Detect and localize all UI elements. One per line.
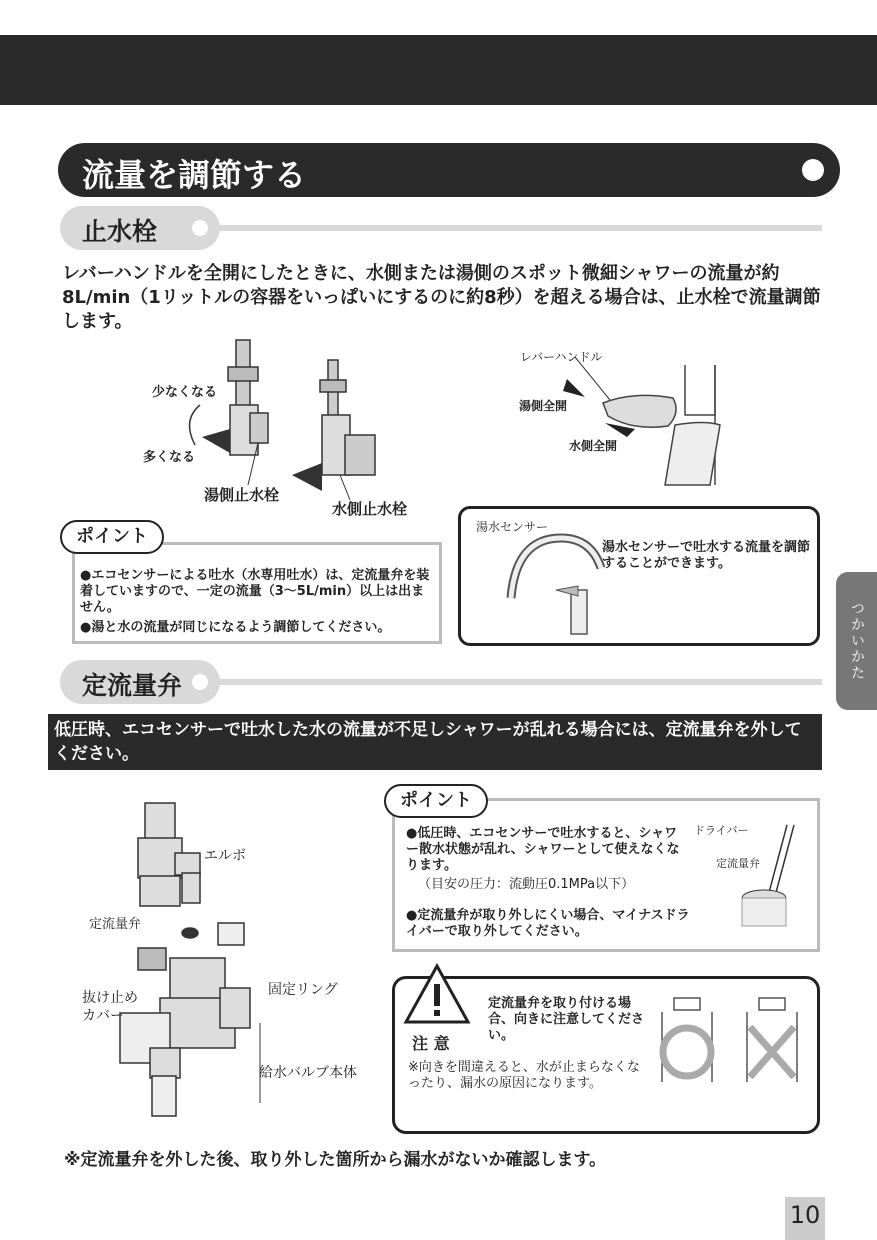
point-tag-2: ポイント xyxy=(384,784,488,818)
low-pressure-band: 低圧時、エコセンサーで吐水した水の流量が不足しシャワーが乱れる場合には、定流量弁を外してください。 xyxy=(48,714,822,770)
body-label: 給水バルブ本体 xyxy=(259,1065,357,1081)
valve2-label: 定流量弁 xyxy=(716,857,760,870)
ring-label: 固定リング xyxy=(268,982,338,998)
lever-label: レバーハンドル xyxy=(520,350,603,364)
point-2-line1: ●低圧時、エコセンサーで吐水すると、シャワー散水状態が乱れ、シャワーとして使えなくなります。 xyxy=(406,826,680,873)
hot-full-label: 湯側全開 xyxy=(519,399,568,413)
page-title: 流量を調節する xyxy=(82,156,307,194)
intro-paragraph: レバーハンドルを全開にしたときに、水側または湯側のスポット微細シャワーの流量が約8L/min（1リットルの容器をいっぱいにするのに約8秒）を超える場合は、止水栓で流量調節します。 xyxy=(62,263,821,332)
cover-label-line2: カバー xyxy=(82,1008,124,1024)
caution-text: 定流量弁を取り付ける場合、向きに注意してください。 xyxy=(488,996,645,1043)
section-title: 止水栓 xyxy=(82,217,158,246)
warning-triangle-icon xyxy=(402,962,472,1026)
title-dot-icon xyxy=(802,159,824,181)
cold-valve-label: 水側止水栓 xyxy=(332,500,408,518)
section-heading-flow-valve xyxy=(60,660,220,704)
cover-label xyxy=(82,989,138,1025)
section-title-2: 定流量弁 xyxy=(82,671,183,700)
point-tag-1: ポイント xyxy=(60,520,164,554)
point-2-line1b: （目安の圧力：流動圧0.1MPa以下） xyxy=(418,877,635,892)
section-rule xyxy=(218,225,822,231)
hot-valve-label: 湯側止水栓 xyxy=(204,486,280,504)
section-rule-2 xyxy=(218,679,822,685)
section-dot-icon xyxy=(192,220,208,236)
section-dot-icon xyxy=(192,674,208,690)
side-tab-usage: つかいかた xyxy=(836,572,877,710)
more-label: 多くなる xyxy=(143,450,196,465)
point-2-line2: ●定流量弁が取り外しにくい場合、マイナスドライバーで取り外してください。 xyxy=(406,908,690,939)
cold-full-label: 水側全開 xyxy=(569,439,618,453)
point-1-line1: ●エコセンサーによる吐水（水専用吐水）は、定流量弁を装着していますので、一定の流量（3～5L/min）以上は出ません。 xyxy=(80,568,430,615)
page-number: 10 xyxy=(785,1197,825,1240)
valve-label: 定流量弁 xyxy=(89,917,142,932)
caution-title: 注 意 xyxy=(412,1034,450,1053)
main-title-bar xyxy=(58,143,840,197)
caution-note: ※向きを間違えると、水が止まらなくなったり、漏水の原因になります。 xyxy=(408,1060,640,1091)
cover-label-line1: 抜け止め xyxy=(82,990,138,1006)
driver-label: ドライバー xyxy=(694,824,749,837)
lever-illustration xyxy=(515,345,730,490)
less-label: 少なくなる xyxy=(152,385,218,400)
section-heading-stop-valve xyxy=(60,206,220,250)
footer-note: ※定流量弁を外した後、取り外した箇所から漏水がないか確認します。 xyxy=(64,1150,607,1170)
sensor-label: 湯水センサー xyxy=(476,520,549,534)
elbow-label: エルボ xyxy=(204,848,246,864)
header-bar xyxy=(0,35,877,105)
valve-illustration xyxy=(140,335,450,515)
sensor-text: 湯水センサーで吐水する流量を調節することができます。 xyxy=(602,540,811,571)
point-1-line2: ●湯と水の流量が同じになるよう調節してください。 xyxy=(80,620,391,635)
faucet-illustration xyxy=(496,528,606,638)
orientation-illustration xyxy=(652,992,812,1092)
